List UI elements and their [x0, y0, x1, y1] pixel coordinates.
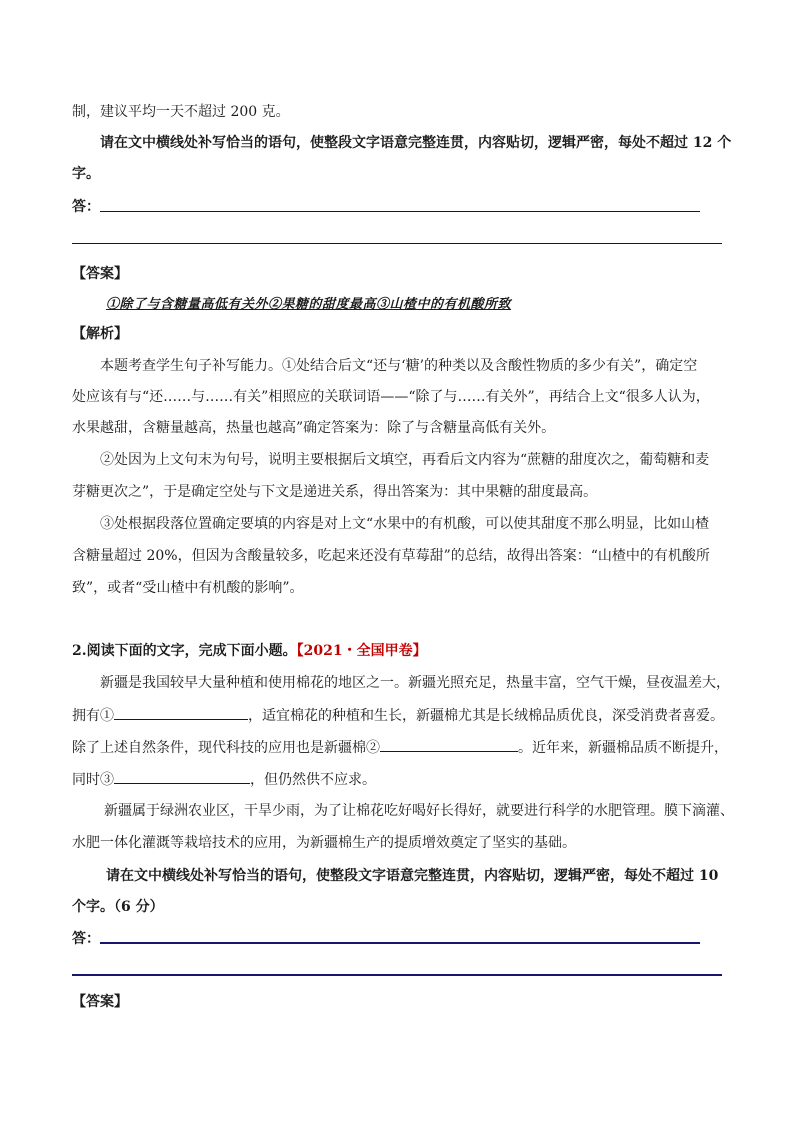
- passage-line: [72, 769, 722, 790]
- analysis-line: 含糖量超过 20%，但因为含酸量较多，吃起来还没有草莓甜”的总结，故得出答案：“山楂中的有机酸所: [72, 548, 710, 564]
- passage-text: 。近年来，新疆棉品质不断提升，: [518, 740, 728, 756]
- passage-line: [72, 705, 722, 726]
- q2-heading-text: 2.阅读下面的文字，完成下面小题。: [72, 643, 297, 659]
- q1-answer-tag: 【答案】: [72, 266, 128, 282]
- passage-text: 除了上述自然条件，现代科技的应用也是新疆棉②: [72, 740, 380, 756]
- q1-answer-label: 答：: [72, 199, 100, 215]
- q1-continuation-line: 制，建议平均一天不超过 200 克。: [72, 104, 290, 120]
- blank-3[interactable]: [114, 769, 250, 784]
- passage-text: ，适宜棉花的种植和生长，新疆棉尤其是长绒棉品质优良，深受消费者喜爱。: [248, 708, 724, 724]
- passage-line: 新疆是我国较早大量种植和使用棉花的地区之一。新疆光照充足，热量丰富，空气干燥，昼夜温差大，: [100, 675, 730, 691]
- blank-2[interactable]: [380, 737, 518, 752]
- passage-line: 新疆属于绿洲农业区，干旱少雨，为了让棉花吃好喝好长得好，就要进行科学的水肥管理。膜下滴灌、: [104, 803, 734, 819]
- q2-answer-blank-1[interactable]: [100, 942, 700, 944]
- q2-answer-blank-2[interactable]: [72, 974, 722, 976]
- analysis-line: 水果越甜，含糖量越高，热量也越高”确定答案为：除了与含糖量高低有关外。: [72, 420, 556, 436]
- q1-answer-blank-1[interactable]: [100, 211, 700, 212]
- q2-answer-label: 答：: [72, 931, 100, 947]
- q1-instruction-end: 字。: [72, 166, 100, 182]
- q1-handwritten-answer: ①除了与含糖量高低有关外②果糖的甜度最高③山楂中的有机酸所致: [106, 297, 512, 312]
- q2-heading: [72, 641, 722, 661]
- q2-source-tag: 【2021・全国甲卷】: [296, 643, 427, 659]
- passage-line: 水肥一体化灌溉等栽培技术的应用，为新疆棉生产的提质增效奠定了坚实的基础。: [72, 835, 576, 851]
- analysis-line: 致”，或者“受山楂中有机酸的影响”。: [72, 580, 304, 596]
- analysis-line: ②处因为上文句末为句号，说明主要根据后文填空，再看后文内容为“蔗糖的甜度次之，葡萄糖和麦: [100, 452, 710, 468]
- q2-instruction-end: 个字。（6 分）: [72, 899, 164, 915]
- analysis-line: 芽糖更次之”，于是确定空处与下文是递进关系，得出答案为：其中果糖的甜度最高。: [72, 484, 598, 500]
- analysis-line: 本题考查学生句子补写能力。①处结合后文“还与‘糖’的种类以及含酸性物质的多少有关”，确定空: [100, 358, 698, 374]
- q1-answer-blank-2[interactable]: [72, 243, 722, 244]
- passage-text: 同时③: [72, 772, 114, 788]
- analysis-line: ③处根据段落位置确定要填的内容是对上文“水果中的有机酸，可以使其甜度不那么明显，比如山楂: [100, 516, 710, 532]
- analysis-line: 处应该有与“还……与……有关”相照应的关联词语——“除了与……有关外”，再结合上文“很多人认为，: [72, 389, 710, 405]
- q1-analysis-tag: 【解析】: [72, 326, 128, 342]
- q2-instruction: 请在文中横线处补写恰当的语句，使整段文字语意完整连贯，内容贴切，逻辑严密，每处不超过 10: [106, 868, 719, 884]
- q2-answer-tag: 【答案】: [72, 994, 128, 1010]
- passage-line: [72, 737, 728, 758]
- passage-text: ，但仍然供不应求。: [250, 772, 376, 788]
- q1-instruction: 请在文中横线处补写恰当的语句，使整段文字语意完整连贯，内容贴切，逻辑严密，每处不超过 12 个: [100, 135, 732, 151]
- passage-text: 拥有①: [72, 708, 114, 724]
- blank-1[interactable]: [114, 705, 248, 720]
